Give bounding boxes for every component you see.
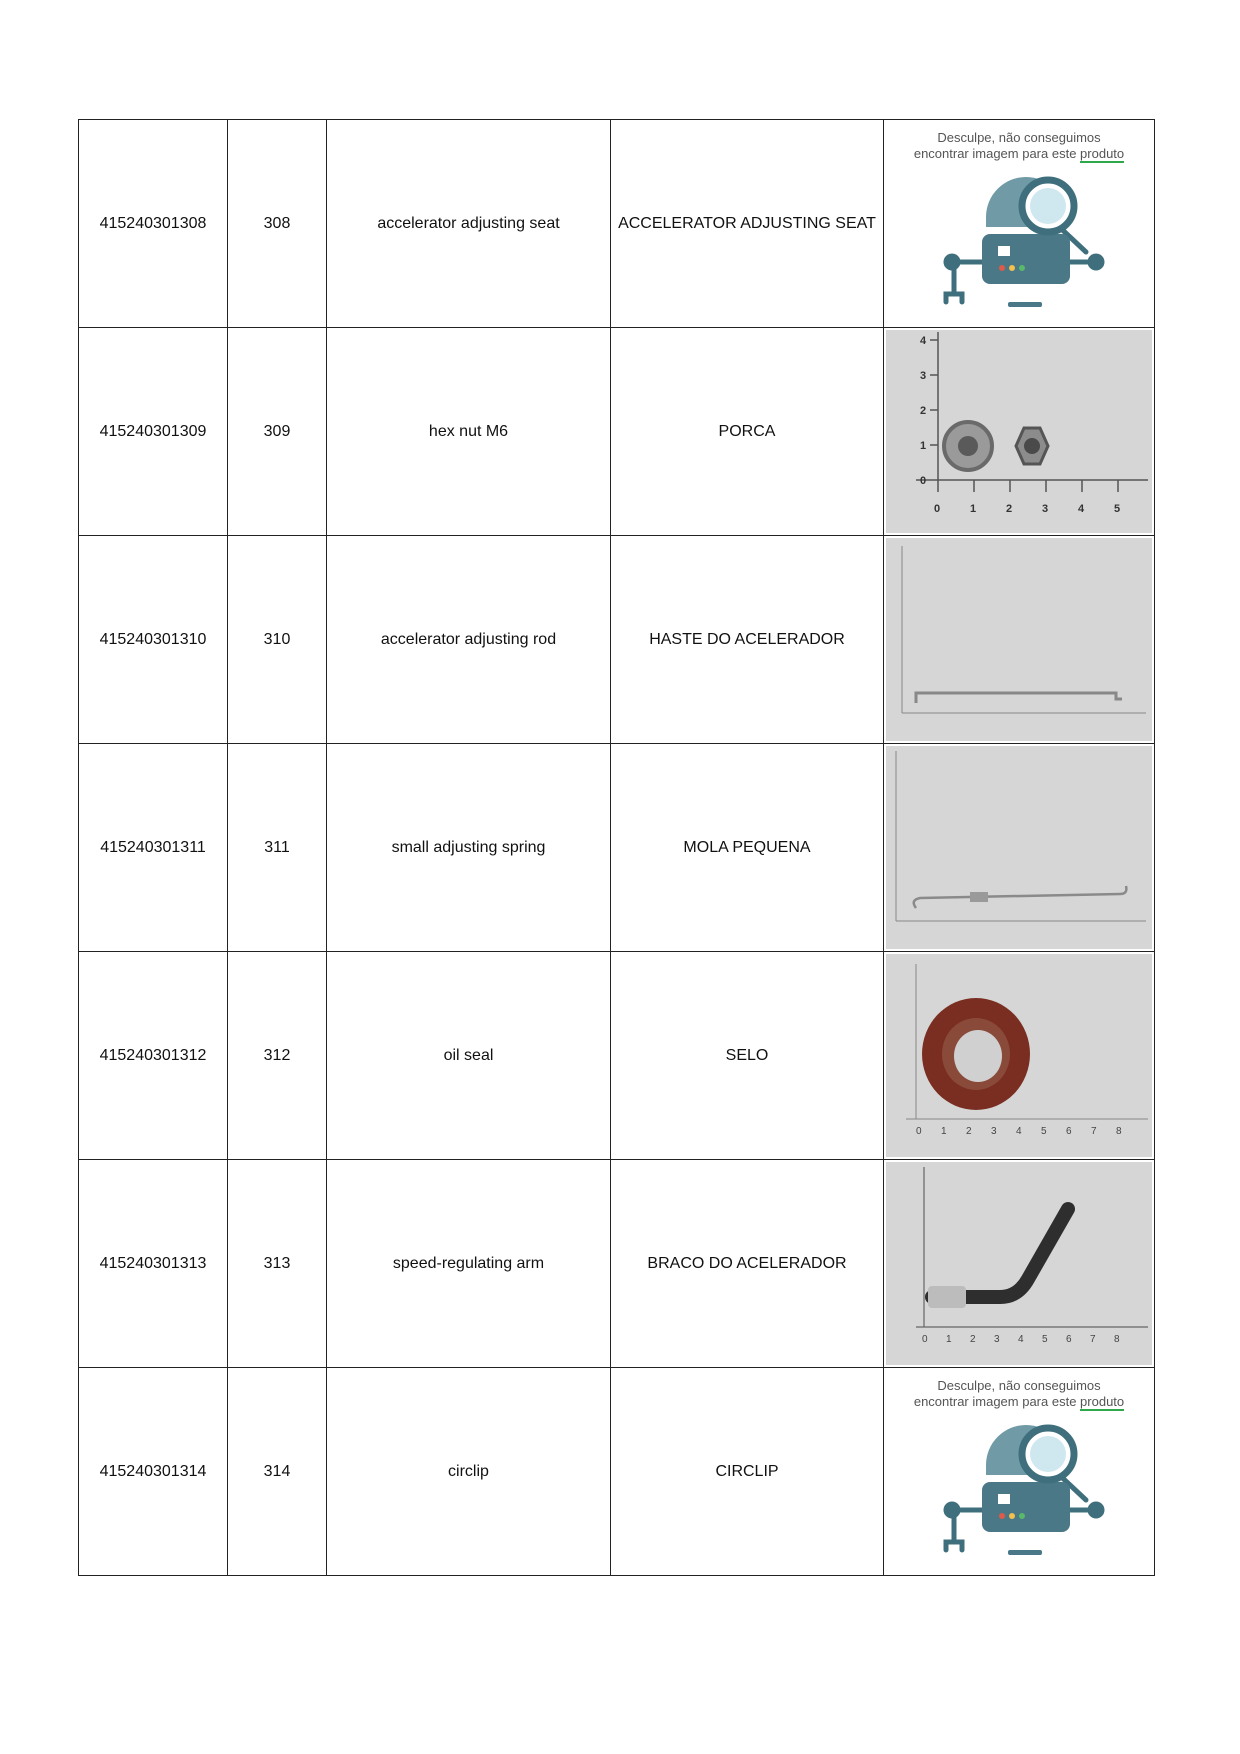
svg-text:4: 4 [1016,1126,1022,1137]
part-description-en: small adjusting spring [327,744,611,952]
svg-text:5: 5 [1042,1334,1048,1345]
hex-nuts-photo [886,330,1152,533]
no-image-link: produto [1080,146,1125,161]
svg-text:4: 4 [920,335,927,347]
part-description-pt: HASTE DO ACELERADOR [611,536,884,744]
svg-text:3: 3 [1042,503,1049,515]
no-image-line2: encontrar imagem para este [913,146,1081,161]
svg-text:7: 7 [1090,1334,1096,1345]
svg-text:2: 2 [966,1126,972,1137]
part-code: 415240301309 [79,328,228,536]
part-image-cell [884,536,1155,744]
svg-text:2: 2 [970,1334,976,1345]
part-description-pt: PORCA [611,328,884,536]
part-description-en: hex nut M6 [327,328,611,536]
svg-text:3: 3 [994,1334,1000,1345]
part-description-en: accelerator adjusting seat [327,120,611,328]
part-code: 415240301311 [79,744,228,952]
part-description-en: circlip [327,1368,611,1576]
table-row [79,328,1155,536]
part-image-cell [884,952,1155,1160]
no-image-message [886,1378,1152,1410]
svg-text:0: 0 [934,503,941,515]
no-image-link: produto [1080,1394,1125,1409]
part-code: 415240301308 [79,120,228,328]
svg-text:1: 1 [970,503,977,515]
no-image-placeholder [886,1370,1152,1573]
svg-text:8: 8 [1114,1334,1120,1345]
part-ref: 314 [228,1368,327,1576]
svg-text:2: 2 [920,405,927,417]
part-image-cell [884,120,1155,328]
table-row [79,1368,1155,1576]
part-description-pt: CIRCLIP [611,1368,884,1576]
part-ref: 312 [228,952,327,1160]
table-row [79,952,1155,1160]
part-description-pt: ACCELERATOR ADJUSTING SEAT [611,120,884,328]
svg-text:5: 5 [1041,1126,1047,1137]
svg-text:0: 0 [916,1126,922,1137]
svg-text:7: 7 [1091,1126,1097,1137]
svg-text:4: 4 [1018,1334,1024,1345]
part-code: 415240301310 [79,536,228,744]
part-description-en: accelerator adjusting rod [327,536,611,744]
svg-text:2: 2 [1006,503,1013,515]
part-ref: 308 [228,120,327,328]
no-image-message [886,130,1152,162]
arm-photo [886,1162,1152,1365]
svg-text:6: 6 [1066,1334,1072,1345]
svg-text:3: 3 [920,370,927,382]
svg-text:1: 1 [946,1334,952,1345]
no-image-line1: Desculpe, não conseguimos [937,130,1101,145]
part-image-cell [884,1160,1155,1368]
svg-text:3: 3 [991,1126,997,1137]
table-row [79,120,1155,328]
svg-text:0: 0 [920,475,927,487]
part-image-cell [884,1368,1155,1576]
part-ref: 313 [228,1160,327,1368]
spring-photo [886,746,1152,949]
svg-text:5: 5 [1114,503,1121,515]
part-image-cell [884,328,1155,536]
table-row [79,536,1155,744]
rod-photo [886,538,1152,741]
no-image-placeholder [886,122,1152,325]
table-row [79,744,1155,952]
svg-text:0: 0 [922,1334,928,1345]
part-code: 415240301314 [79,1368,228,1576]
no-image-line2: encontrar imagem para este [913,1394,1081,1409]
part-ref: 311 [228,744,327,952]
svg-text:4: 4 [1078,503,1085,515]
oil-seal-photo [886,954,1152,1157]
part-ref: 309 [228,328,327,536]
part-description-en: speed-regulating arm [327,1160,611,1368]
part-image-cell [884,744,1155,952]
part-code: 415240301312 [79,952,228,1160]
part-description-en: oil seal [327,952,611,1160]
part-description-pt: SELO [611,952,884,1160]
svg-text:1: 1 [920,440,927,452]
parts-table [78,119,1155,1576]
svg-text:6: 6 [1066,1126,1072,1137]
part-ref: 310 [228,536,327,744]
table-row [79,1160,1155,1368]
part-code: 415240301313 [79,1160,228,1368]
part-description-pt: MOLA PEQUENA [611,744,884,952]
part-description-pt: BRACO DO ACELERADOR [611,1160,884,1368]
svg-text:8: 8 [1116,1126,1122,1137]
no-image-line1: Desculpe, não conseguimos [937,1378,1101,1393]
svg-text:1: 1 [941,1126,947,1137]
